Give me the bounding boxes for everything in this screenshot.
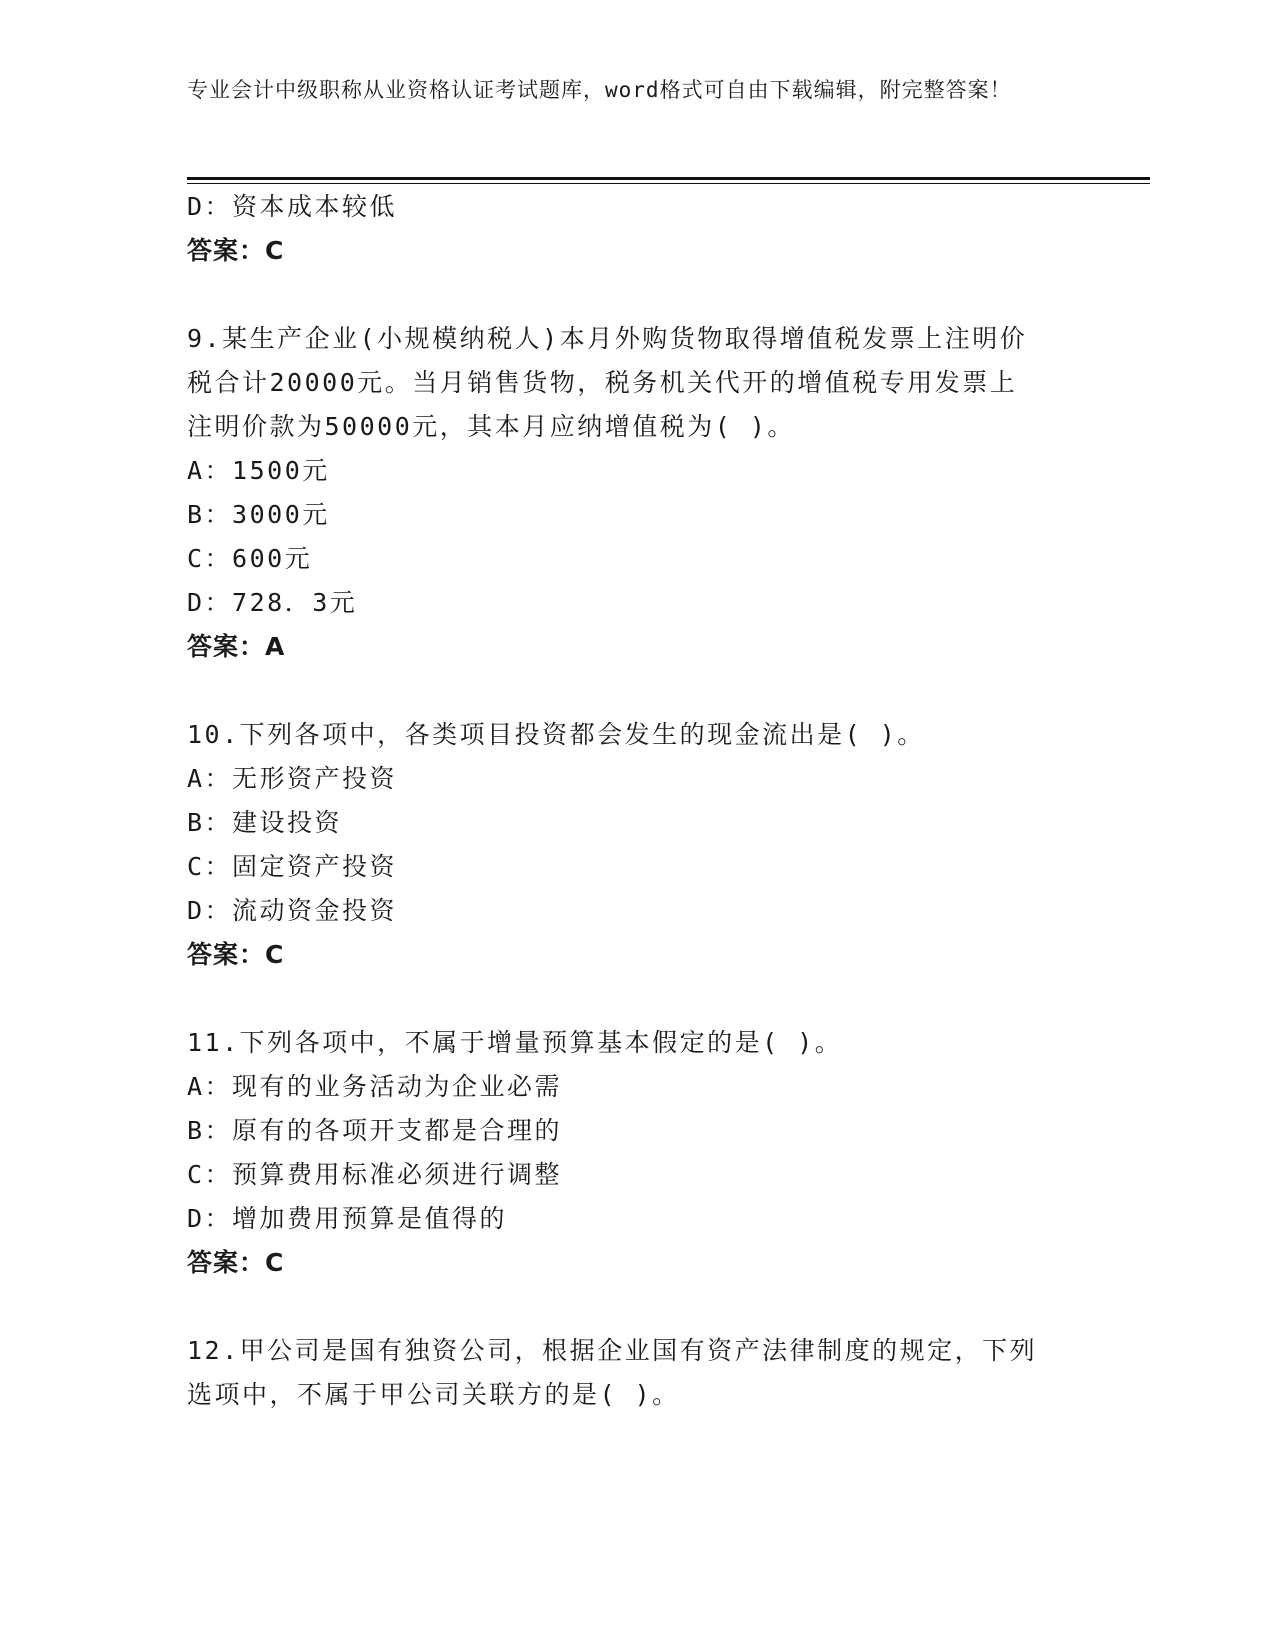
q8-answer: 答案：C [187, 236, 285, 265]
header-divider-thick [187, 177, 1150, 180]
q9-option-c: C：600元 [187, 544, 313, 573]
header-divider-thin [187, 183, 1150, 184]
q9-stem-line-1: 9.某生产企业(小规模纳税人)本月外购货物取得增值税发票上注明价 [187, 324, 1028, 353]
q9-answer: 答案：A [187, 632, 286, 661]
q9-option-b: B：3000元 [187, 500, 330, 529]
q9-option-a: A：1500元 [187, 456, 330, 485]
q8-option-d: D：资本成本较低 [187, 192, 398, 221]
q10-option-c: C：固定资产投资 [187, 852, 398, 881]
q10-option-b: B：建设投资 [187, 808, 343, 837]
q12-stem-line-1: 12.甲公司是国有独资公司，根据企业国有资产法律制度的规定，下列 [187, 1336, 1038, 1365]
q10-stem-line-1: 10.下列各项中，各类项目投资都会发生的现金流出是( )。 [187, 720, 925, 749]
q12-stem-line-2: 选项中，不属于甲公司关联方的是( )。 [187, 1380, 680, 1409]
q10-option-d: D：流动资金投资 [187, 896, 398, 925]
q11-stem-line-1: 11.下列各项中，不属于增量预算基本假定的是( )。 [187, 1028, 843, 1057]
q9-option-d: D：728．3元 [187, 588, 358, 617]
q10-answer: 答案：C [187, 940, 285, 969]
q11-answer: 答案：C [187, 1248, 285, 1277]
q11-option-c: C：预算费用标准必须进行调整 [187, 1160, 563, 1189]
q11-option-a: A：现有的业务活动为企业必需 [187, 1072, 563, 1101]
q11-option-b: B：原有的各项开支都是合理的 [187, 1116, 563, 1145]
q11-option-d: D：增加费用预算是值得的 [187, 1204, 508, 1233]
q10-option-a: A：无形资产投资 [187, 764, 398, 793]
page-header: 专业会计中级职称从业资格认证考试题库，word格式可自由下载编辑，附完整答案！ [187, 78, 1012, 102]
q9-stem-line-2: 税合计20000元。当月销售货物，税务机关代开的增值税专用发票上 [187, 368, 1018, 397]
q9-stem-line-3: 注明价款为50000元，其本月应纳增值税为( )。 [187, 412, 795, 441]
